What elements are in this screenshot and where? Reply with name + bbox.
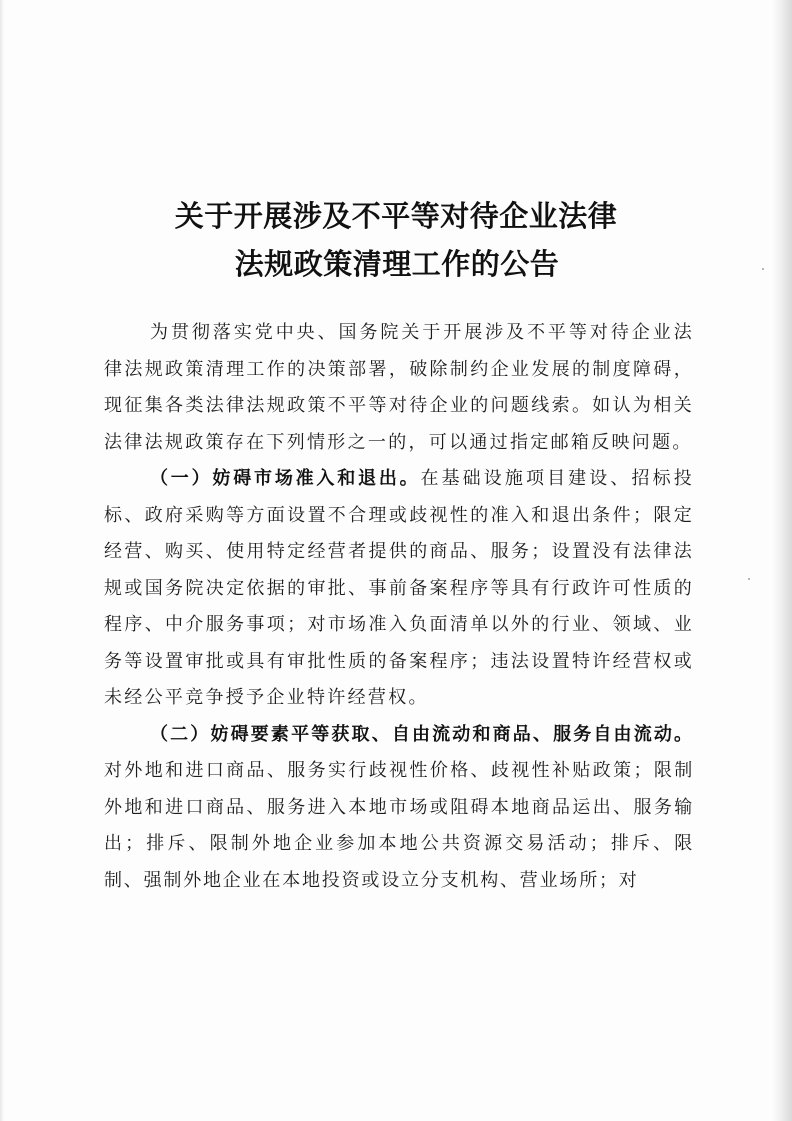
paragraph-item-2-heading: （二）妨碍要素平等获取、自由流动和商品、服务自由流动。 (150, 723, 694, 745)
paragraph-item-2 (104, 717, 694, 900)
paragraph-item-1 (104, 461, 694, 717)
paragraph-item-1-heading: （一）妨碍市场准入和退出。 (150, 468, 421, 489)
title-line-1: 关于开展涉及不平等对待企业法律 (174, 199, 618, 233)
paragraph-item-2-text: 对外地和进口商品、服务实行歧视性价格、歧视性补贴政策；限制外地和进口商品、服务进入本地市场或阻碍本地商品运出、服务输出；排斥、限制外地企业参加本地公共资源交易活动；排斥、限制、强制外地企业在本地投资或设立分支机构、营业场所；对 (104, 760, 694, 891)
scan-speck (748, 578, 750, 580)
document-title (0, 192, 792, 288)
paragraph-item-1-text: 在基础设施项目建设、招标投标、政府采购等方面设置不合理或歧视性的准入和退出条件；限定经营、购买、使用特定经营者提供的商品、服务；设置没有法律法规或国务院决定依据的审批、事前备案程序等具有行政许可性质的程序、中介服务事项；对市场准入负面清单以外的行业、领域、业务等设置审批或具有审批性质的备案程序；违法设置特许经营权或未经公平竞争授予企业特许经营权。 (104, 468, 694, 708)
title-line-2: 法规政策清理工作的公告 (234, 247, 560, 281)
paragraph-intro (104, 315, 694, 461)
document-body (104, 315, 694, 899)
scan-shadow-left (0, 0, 4, 1121)
paragraph-intro-text: 为贯彻落实党中央、国务院关于开展涉及不平等对待企业法律法规政策清理工作的决策部署，破除制约企业发展的制度障碍，现征集各类法律法规政策不平等对待企业的问题线索。如认为相关法律法规政策存在下列情形之一的，可以通过指定邮箱反映问题。 (104, 322, 694, 453)
scan-shadow-right (772, 0, 792, 1121)
